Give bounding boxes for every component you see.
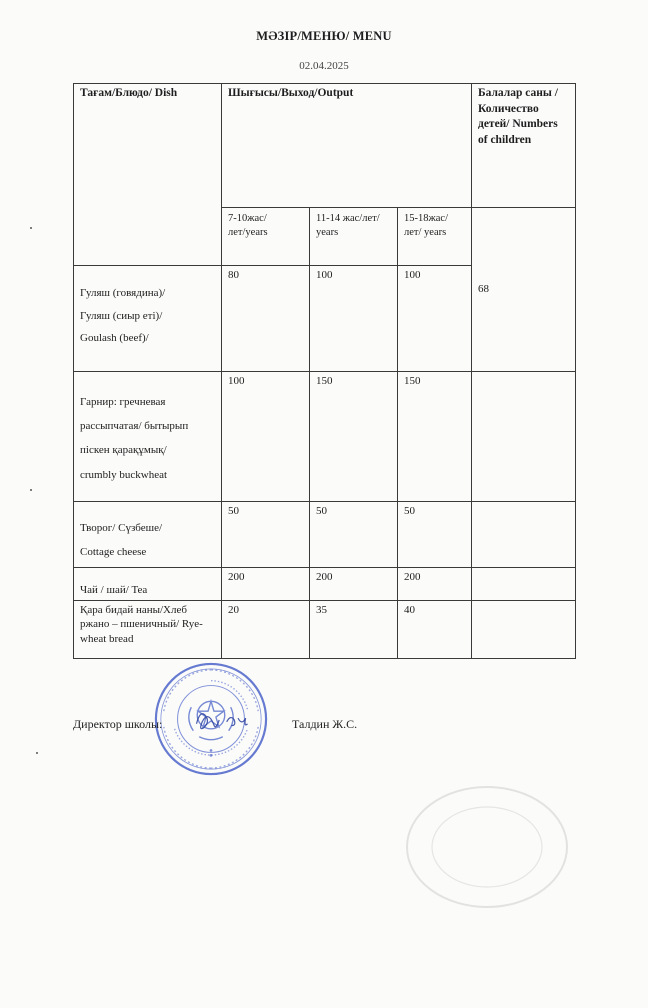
- dish-line: Творог/ Сүзбеше/: [80, 522, 163, 534]
- header-children: Балалар саны /Количество детей/ Numbers of children: [472, 84, 576, 208]
- faint-seal-watermark-icon: [402, 782, 572, 912]
- dish-cell: [74, 502, 222, 568]
- table-row: [74, 372, 576, 502]
- output-value: 50: [310, 502, 398, 568]
- output-value: 200: [398, 568, 472, 601]
- dish-cell: [74, 601, 222, 659]
- output-value: 150: [398, 372, 472, 502]
- dish-line: Чай / шай/ Tea: [80, 584, 148, 597]
- table-row: [74, 568, 576, 601]
- output-value: 80: [222, 266, 310, 372]
- dish-cell: [74, 372, 222, 502]
- document-title: МӘЗІР/МЕНЮ/ MENU: [256, 29, 392, 43]
- output-value: 150: [310, 372, 398, 502]
- output-value: 50: [398, 502, 472, 568]
- output-value: 35: [310, 601, 398, 659]
- director-name: Талдин Ж.С.: [292, 717, 358, 731]
- scan-speck: [36, 752, 38, 754]
- handwritten-signature-icon: [188, 703, 256, 737]
- output-value: 200: [310, 568, 398, 601]
- output-value: 100: [222, 372, 310, 502]
- header-dish: Тағам/Блюдо/ Dish: [74, 84, 222, 266]
- dish-line: Гуляш (говядина)/: [80, 287, 166, 299]
- output-value: 20: [222, 601, 310, 659]
- table-header-row: [74, 84, 576, 208]
- dish-line: crumbly buckwheat: [80, 468, 168, 481]
- document-date: 02.04.2025: [299, 60, 349, 72]
- scan-speck: [30, 489, 32, 491]
- scan-speck: [30, 227, 32, 229]
- dish-line: рассыпчатая/ бытырып: [80, 420, 189, 433]
- dish-line: Cottage cheese: [80, 546, 147, 559]
- output-value: 200: [222, 568, 310, 601]
- age-group-7-10: 7-10жас/лет/years: [222, 208, 310, 266]
- age-group-15-18: 15-18жас/лет/ years: [398, 208, 472, 266]
- table-row: [74, 502, 576, 568]
- dish-cell: [74, 266, 222, 372]
- director-label: Директор школы:: [73, 717, 163, 731]
- children-empty-cell: [472, 372, 576, 502]
- dish-line: Goulash (beef)/: [80, 332, 149, 345]
- children-empty-cell: [472, 568, 576, 601]
- children-count: 68: [472, 208, 576, 372]
- output-value: 40: [398, 601, 472, 659]
- dish-line: піскен қарақұмық/: [80, 444, 167, 457]
- dish-line: Қара бидай наны/Хлеб ржано – пшеничный/ Rye-wheat bread: [80, 604, 203, 645]
- table-row: [74, 601, 576, 659]
- dish-line: Гарнир: гречневая: [80, 396, 166, 408]
- menu-table: [73, 83, 576, 659]
- header-output: Шығысы/Выход/Output: [222, 84, 472, 208]
- output-value: 100: [310, 266, 398, 372]
- dish-line: Гуляш (сиыр еті)/: [80, 309, 163, 322]
- age-group-11-14: 11-14 жас/лет/ years: [310, 208, 398, 266]
- children-empty-cell: [472, 502, 576, 568]
- output-value: 50: [222, 502, 310, 568]
- output-value: 100: [398, 266, 472, 372]
- children-empty-cell: [472, 601, 576, 659]
- dish-cell: [74, 568, 222, 601]
